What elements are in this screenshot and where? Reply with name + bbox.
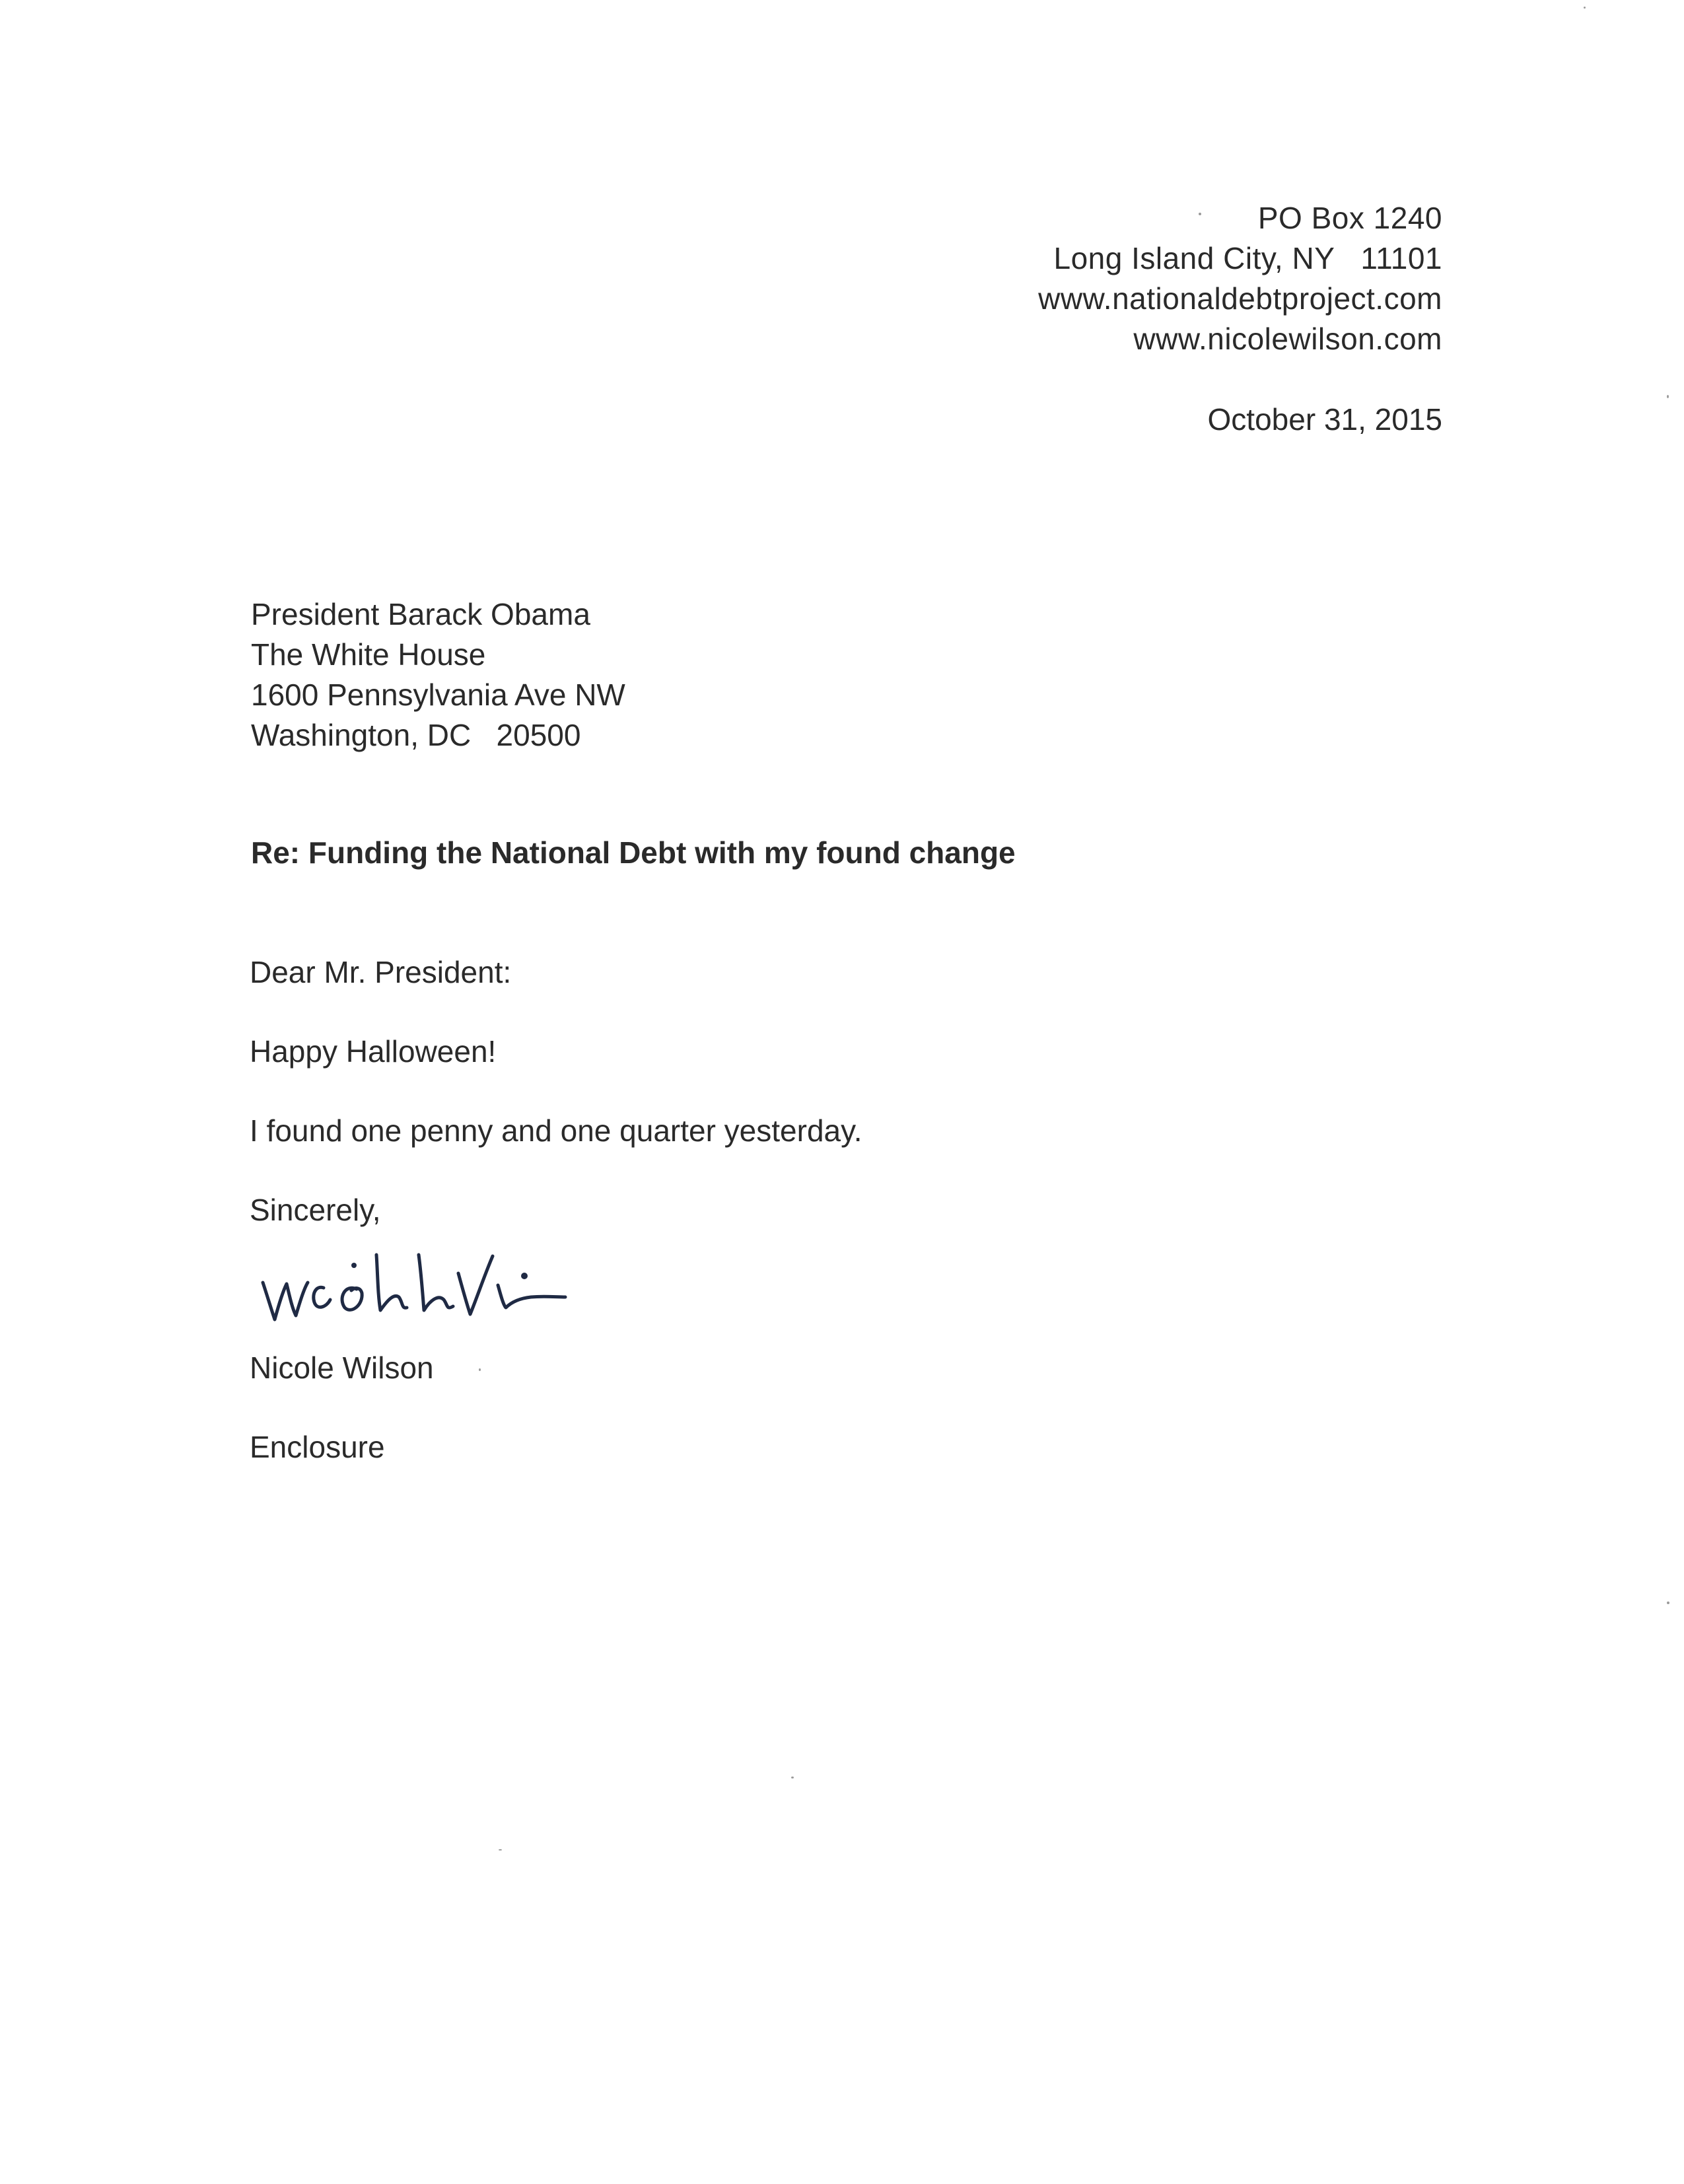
- recipient-street: 1600 Pennsylvania Ave NW: [251, 678, 625, 712]
- scan-speck: [499, 1849, 502, 1850]
- recipient-city-line: Washington, DC 20500: [251, 718, 581, 752]
- letter-date: October 31, 2015: [1207, 402, 1442, 437]
- enclosure-label: Enclosure: [250, 1430, 385, 1464]
- scan-speck: [1667, 395, 1669, 398]
- recipient-name: President Barack Obama: [251, 597, 590, 631]
- body-line-greeting: Happy Halloween!: [250, 1034, 497, 1069]
- handwritten-signature-icon: [258, 1242, 601, 1327]
- sender-address-block: [1038, 198, 1442, 359]
- scan-speck: [1199, 213, 1201, 215]
- signer-name: Nicole Wilson: [250, 1351, 434, 1385]
- sender-website-national-debt: www.nationaldebtproject.com: [1038, 281, 1442, 316]
- body-line-found-change: I found one penny and one quarter yesterday.: [250, 1113, 862, 1148]
- sender-website-personal: www.nicolewilson.com: [1133, 322, 1442, 356]
- sender-po-box: PO Box 1240: [1257, 201, 1442, 235]
- closing: Sincerely,: [250, 1193, 381, 1227]
- salutation: Dear Mr. President:: [250, 955, 512, 989]
- scan-speck: [791, 1777, 794, 1779]
- scan-speck: [479, 1368, 481, 1371]
- recipient-address-block: [251, 594, 625, 756]
- scan-speck: [1667, 1602, 1669, 1604]
- sender-city-line: Long Island City, NY 11101: [1053, 241, 1442, 275]
- recipient-organization: The White House: [251, 637, 486, 672]
- subject-line: Re: Funding the National Debt with my found change: [251, 835, 1016, 870]
- scan-speck: [1584, 7, 1586, 9]
